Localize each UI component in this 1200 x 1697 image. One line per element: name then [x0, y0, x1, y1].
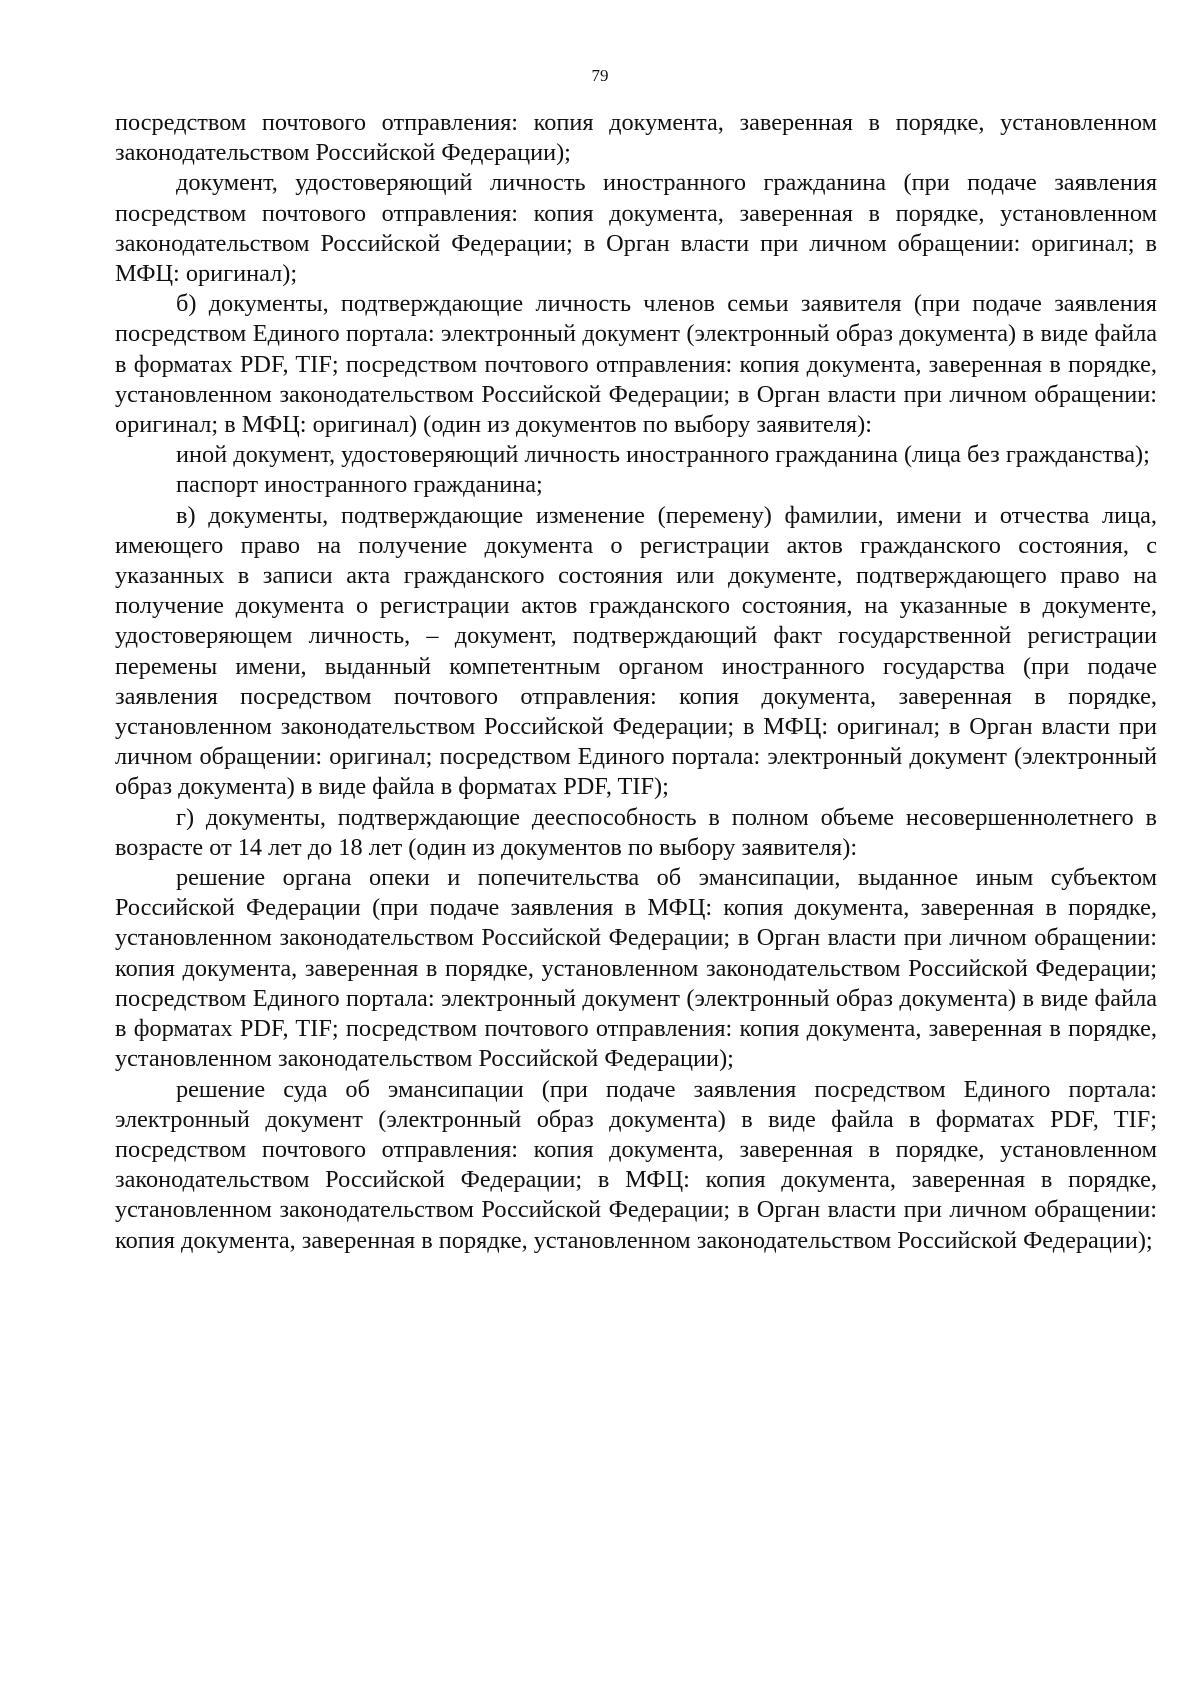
paragraph-7: г) документы, подтверждающие дееспособность в полном объеме несовершеннолетнего в возрасте от 14 лет до 18 лет (один из документов по выбору заявителя): [115, 803, 1157, 861]
page-number: 79 [591, 66, 609, 85]
paragraph-3: б) документы, подтверждающие личность членов семьи заявителя (при подаче заявления посредством Единого портала: электронный документ (электронный образ документа) в виде файла в форматах PDF, TIF; посредством почтового отправления: копия документа, заверенная в порядке, установленном законодательством Российской Федерации; в Орган власти при личном обращении: оригинал; в МФЦ: оригинал) (один из документов по выбору заявителя): [115, 290, 1157, 439]
paragraph-6: в) документы, подтверждающие изменение (перемену) фамилии, имени и отчества лица, имеющего право на получение документа о регистрации актов гражданского состояния, с указанных в записи акта гражданского состояния или документе, подтверждающего право на получение документа о регистрации актов гражданского состояния, на указанные в документе, удостоверяющем личность, – документ, подтверждающий факт государственной регистрации перемены имени, выданный компетентным органом иностранного государства (при подаче заявления посредством почтового отправления: копия документа, заверенная в порядке, установленном законодательством Российской Федерации; в МФЦ: оригинал; в Орган власти при личном обращении: оригинал; посредством Единого портала: электронный документ (электронный образ документа) в виде файла в форматах PDF, TIF); [115, 501, 1157, 801]
document-body [115, 108, 1157, 1256]
paragraph-1: посредством почтового отправления: копия документа, заверенная в порядке, установленном законодательством Российской Федерации); [115, 109, 1157, 167]
paragraph-4: иной документ, удостоверяющий личность иностранного гражданина (лица без гражданства); [176, 441, 1150, 469]
paragraph-8: решение органа опеки и попечительства об эмансипации, выданное иным субъектом Российской Федерации (при подаче заявления в МФЦ: копия документа, заверенная в порядке, установленном законодательством Российской Федерации; в Орган власти при личном обращении: копия документа, заверенная в порядке, установленном законодательством Российской Федерации; посредством Единого портала: электронный документ (электронный образ документа) в виде файла в форматах PDF, TIF; посредством почтового отправления: копия документа, заверенная в порядке, установленном законодательством Российской Федерации); [115, 864, 1157, 1073]
paragraph-5: паспорт иностранного гражданина; [176, 471, 543, 499]
paragraph-2: документ, удостоверяющий личность иностранного гражданина (при подаче заявления посредством почтового отправления: копия документа, заверенная в порядке, установленном законодательством Российской Федерации; в Орган власти при личном обращении: оригинал; в МФЦ: оригинал); [115, 169, 1157, 288]
paragraph-9: решение суда об эмансипации (при подаче заявления посредством Единого портала: электронный документ (электронный образ документа) в виде файла в форматах PDF, TIF; посредством почтового отправления: копия документа, заверенная в порядке, установленном законодательством Российской Федерации; в МФЦ: копия документа, заверенная в порядке, установленном законодательством Российской Федерации; в Орган власти при личном обращении: копия документа, заверенная в порядке, установленном законодательством Российской Федерации); [115, 1075, 1157, 1254]
